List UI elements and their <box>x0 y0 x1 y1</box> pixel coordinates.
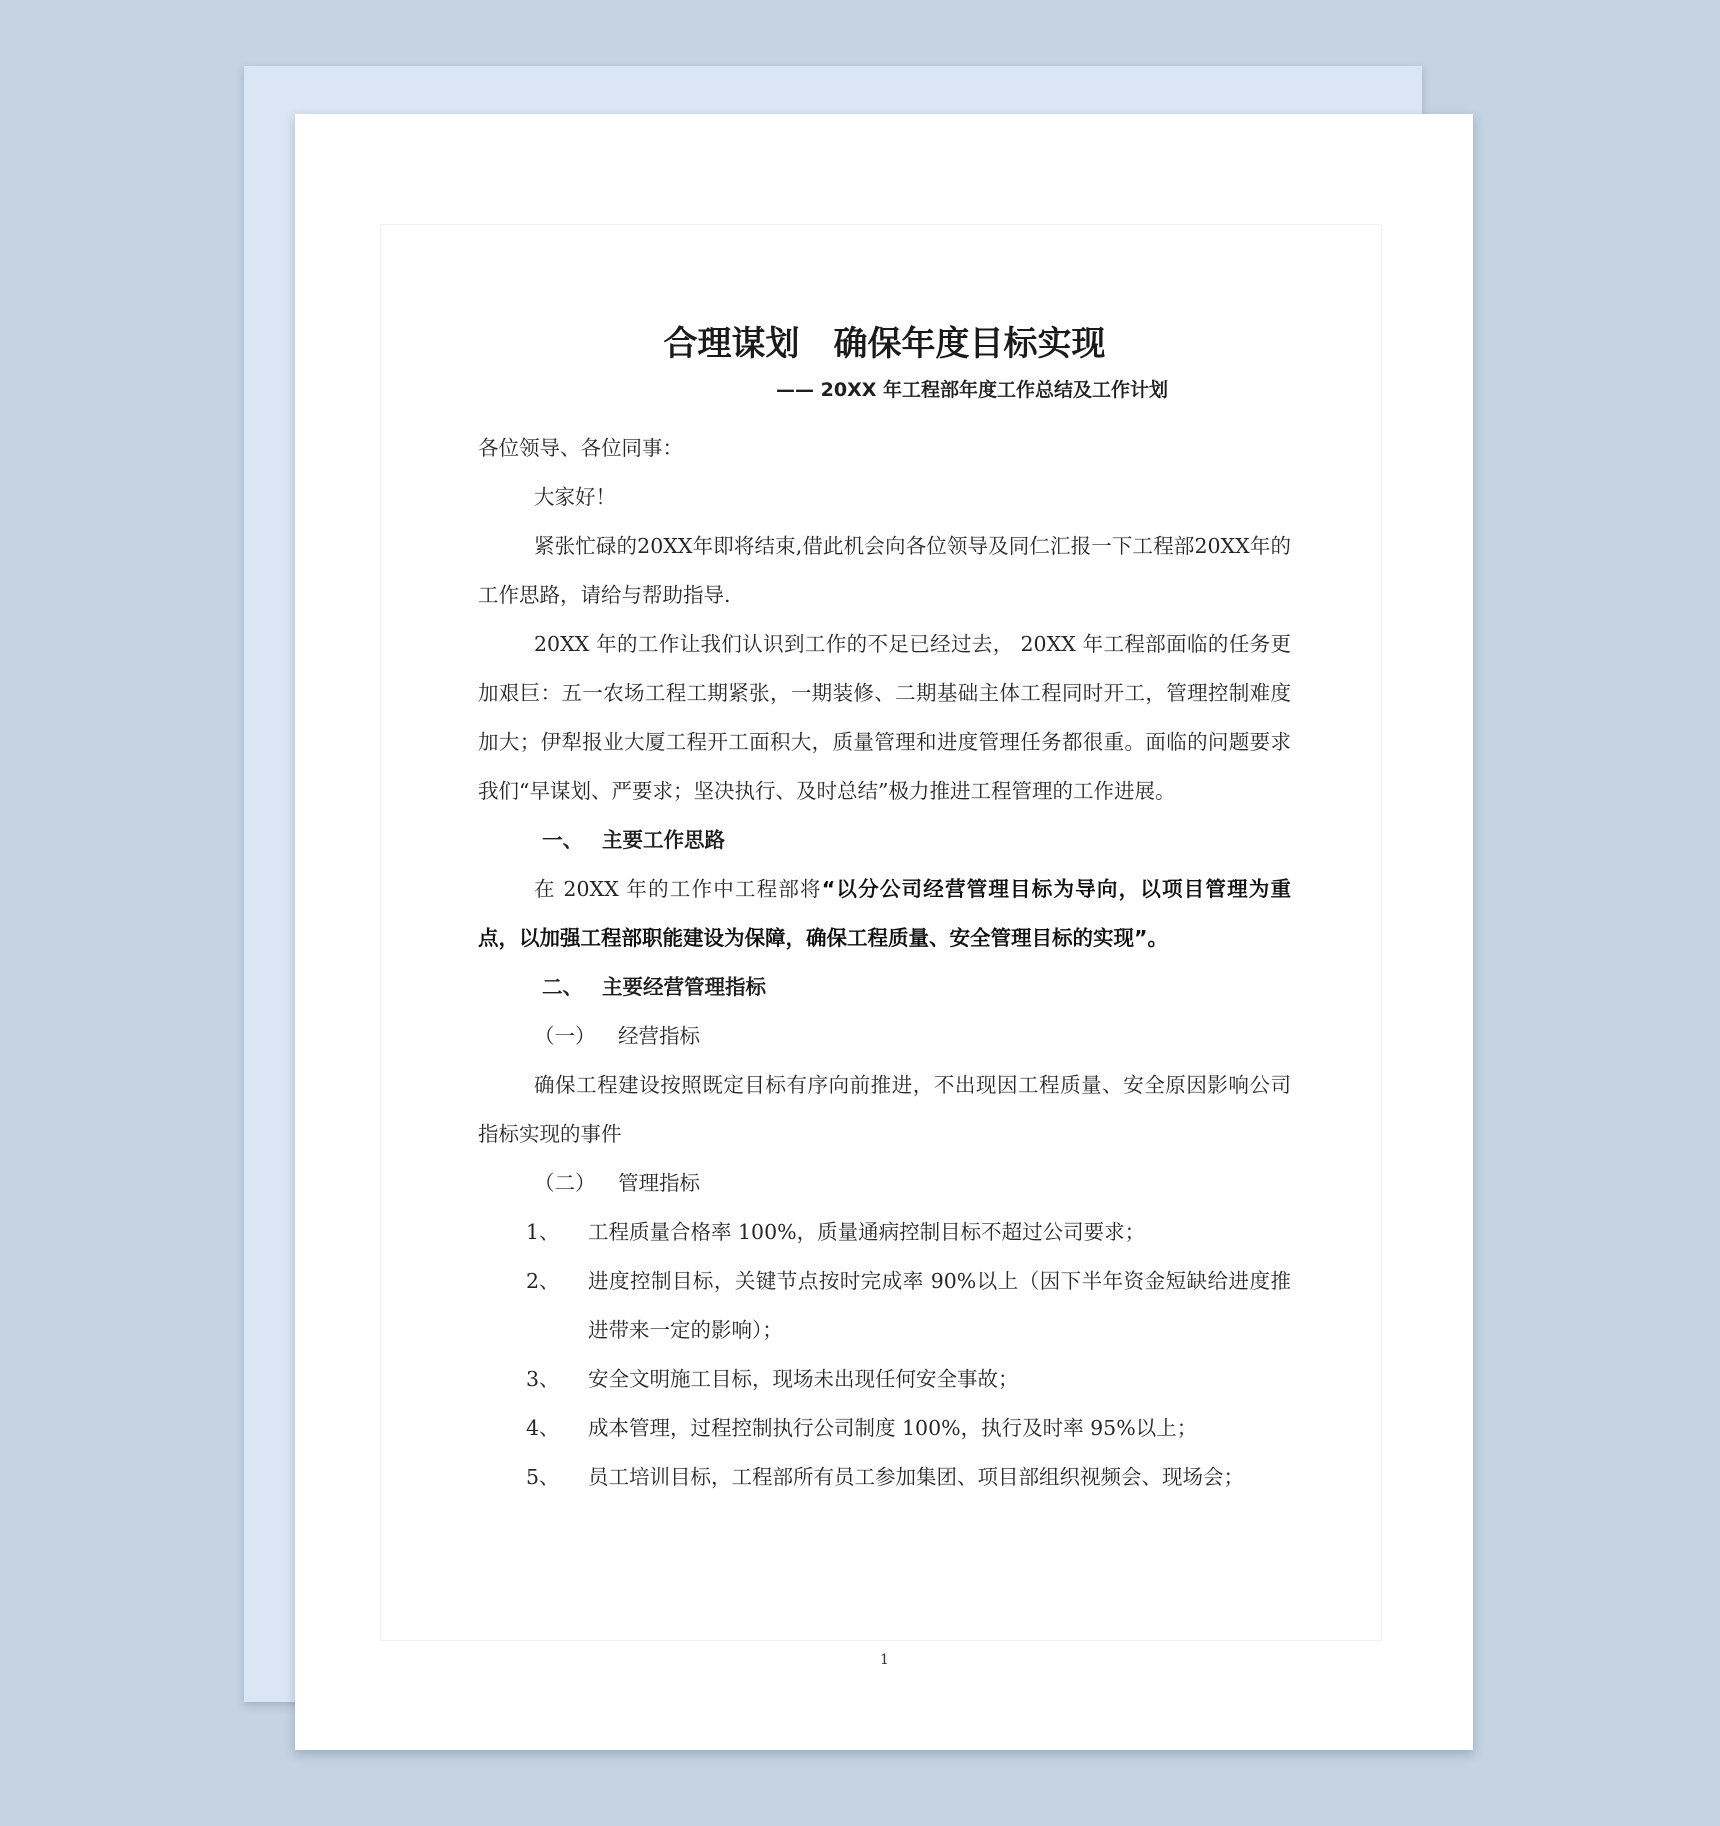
list-item-text: 员工培训目标，工程部所有员工参加集团、项目部组织视频会、现场会； <box>588 1465 1244 1489</box>
section-1-paragraph <box>478 865 1291 963</box>
list-item-number: 4、 <box>526 1416 560 1440</box>
section-1-emphasis: “以分公司经营管理目标为导向，以项目管理为重点，以加强工程部职能建设为保障，确保工程质量、安全管理目标的实现”。 <box>478 877 1291 950</box>
list-item-number: 3、 <box>526 1367 560 1391</box>
section-2-heading <box>478 963 1291 1012</box>
subsection-1-number: （一） <box>534 1024 596 1048</box>
subsection-1-heading <box>478 1012 1291 1061</box>
subsection-1-paragraph: 确保工程建设按照既定目标有序向前推进，不出现因工程质量、安全原因影响公司指标实现的事件 <box>478 1073 1291 1146</box>
section-1-prefix: 在 20XX 年的工作中工程部将 <box>534 877 822 901</box>
section-1-heading <box>478 816 1291 865</box>
list-item <box>478 1208 1291 1257</box>
intro-paragraph: 紧张忙碌的20XX年即将结束,借此机会向各位领导及同仁汇报一下工程部20XX年的工作思路，请给与帮助指导. <box>478 534 1291 607</box>
document-subtitle: —— 20XX 年工程部年度工作总结及工作计划 <box>776 379 1168 401</box>
subsection-2-title: 管理指标 <box>618 1171 700 1195</box>
section-2-number: 二、 <box>542 975 583 999</box>
list-item-number: 2、 <box>526 1269 560 1293</box>
list-item-number: 5、 <box>526 1465 560 1489</box>
subsection-2-heading <box>478 1159 1291 1208</box>
subsection-2-number: （二） <box>534 1171 596 1195</box>
section-1-number: 一、 <box>542 828 583 852</box>
challenge-paragraph: 20XX 年的工作让我们认识到工作的不足已经过去， 20XX 年工程部面临的任务更加艰巨：五一农场工程工期紧张，一期装修、二期基础主体工程同时开工，管理控制难度加大；伊犁报业大厦工程开工面积大，质量管理和进度管理任务都很重。面临的问题要求我们“早谋划、严要求；坚决执行、及时总结”极力推进工程管理的工作进展。 <box>478 632 1291 803</box>
list-item <box>478 1257 1291 1355</box>
list-item <box>478 1404 1291 1453</box>
section-2-title: 主要经营管理指标 <box>602 975 766 999</box>
document-page <box>295 114 1473 1750</box>
list-item-text: 安全文明施工目标，现场未出现任何安全事故； <box>588 1367 1019 1391</box>
subsection-1-title: 经营指标 <box>618 1024 700 1048</box>
list-item-text: 成本管理，过程控制执行公司制度 100%，执行及时率 95%以上； <box>588 1416 1198 1440</box>
salutation: 各位领导、各位同事： <box>478 436 683 460</box>
list-item <box>478 1355 1291 1404</box>
list-item-text: 工程质量合格率 100%，质量通病控制目标不超过公司要求； <box>588 1220 1146 1244</box>
list-item <box>478 1453 1291 1502</box>
list-item-number: 1、 <box>526 1220 560 1244</box>
document-body <box>478 424 1291 1502</box>
list-item-text: 进度控制目标，关键节点按时完成率 90%以上（因下半年资金短缺给进度推进带来一定的影响）； <box>588 1269 1291 1342</box>
section-1-title: 主要工作思路 <box>602 828 725 852</box>
page-number: 1 <box>880 1652 889 1668</box>
document-title: 合理谋划 确保年度目标实现 <box>663 324 1106 364</box>
greeting: 大家好！ <box>534 485 616 509</box>
